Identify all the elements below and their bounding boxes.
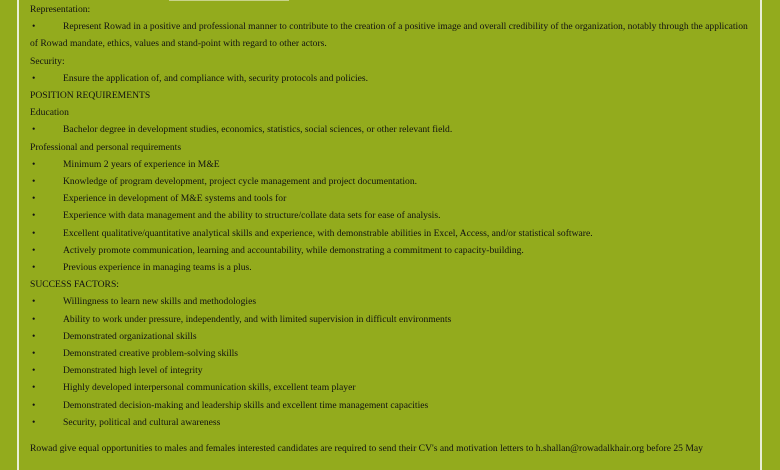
bullet-marker: • [32, 158, 36, 170]
bullet-text: Minimum 2 years of experience in M&E [63, 158, 220, 170]
bullet-item [30, 414, 755, 431]
bullet-marker: • [32, 365, 36, 377]
bullet-item [30, 362, 755, 379]
bullet-marker: • [32, 313, 36, 325]
bullet-text: Ability to work under pressure, independently, and with limited supervision in difficult environments [63, 313, 452, 325]
bullet-text: Demonstrated organizational skills [63, 330, 197, 342]
bullet-text: Excellent qualitative/quantitative analytical skills and experience, with demonstrable abilities in Excel, Access, and/or statistical software. [63, 227, 593, 239]
bullet-text: Demonstrated creative problem-solving skills [63, 348, 239, 360]
bullet-marker: • [32, 176, 36, 188]
bullet-marker: • [32, 21, 36, 33]
bullet-text: Represent Rowad in a positive and professional manner to contribute to the creation of a positive image and overall credibility of the organization, notably through the application of Rowad mandate, ethics, values and stand-point with regard to other actors. [30, 21, 748, 50]
bullet-item [30, 70, 755, 87]
section-heading: Education [30, 107, 69, 119]
bullet-item [30, 328, 755, 345]
bullet-text: Experience with data management and the ability to structure/collate data sets for ease of analysis. [63, 210, 441, 222]
bullet-item [30, 225, 755, 242]
bullet-marker: • [32, 124, 36, 136]
bullet-text: Ensure the application of, and compliance with, security protocols and policies. [63, 72, 369, 84]
bullet-item [30, 293, 755, 310]
bullet-item [30, 207, 755, 224]
section-heading: POSITION REQUIREMENTS [30, 90, 151, 102]
section-heading: Professional and personal requirements [30, 141, 182, 153]
bullet-text: Security, political and cultural awareness [63, 416, 221, 428]
bullet-marker: • [32, 399, 36, 411]
bullet-item [30, 311, 755, 328]
bullet-item [30, 259, 755, 276]
bullet-item [30, 121, 755, 138]
bullet-item [30, 18, 755, 52]
bullet-item [30, 379, 755, 396]
bullet-marker: • [32, 210, 36, 222]
bullet-marker: • [32, 296, 36, 308]
bullet-text: Bachelor degree in development studies, economics, statistics, social sciences, or other relevant field. [63, 124, 453, 136]
bullet-marker: • [32, 72, 36, 84]
bullet-text: Knowledge of program development, project cycle management and project documentation. [63, 176, 418, 188]
bullet-marker: • [32, 416, 36, 428]
section-heading: Representation: [30, 4, 91, 15]
bullet-item [30, 156, 755, 173]
section-heading: Security: [30, 55, 65, 67]
closing-text: Rowad give equal opportunities to males and females interested candidates are required to send their CV's and motivation letters to h.shallan@rowadalkhair.org before 25 May [30, 443, 703, 455]
section-heading: SUCCESS FACTORS: [30, 279, 119, 291]
bullet-item [30, 397, 755, 414]
spacer [30, 431, 755, 440]
bullet-marker: • [32, 227, 36, 239]
bullet-text: Actively promote communication, learning and accountability, while demonstrating a commitment to capacity-building. [63, 244, 524, 256]
bullet-text: Previous experience in managing teams is a plus. [63, 262, 252, 274]
document-frame [17, 0, 762, 470]
bullet-marker: • [32, 193, 36, 205]
bullet-marker: • [32, 348, 36, 360]
bullet-item [30, 345, 755, 362]
bullet-text: Experience in development of M&E systems and tools for [63, 193, 287, 205]
bullet-marker: • [32, 330, 36, 342]
bullet-marker: • [32, 382, 36, 394]
bullet-text: Demonstrated decision-making and leadership skills and excellent time management capacities [63, 399, 429, 411]
job-description-document [30, 0, 755, 457]
bullet-item [30, 242, 755, 259]
bullet-text: Highly developed interpersonal communication skills, excellent team player [63, 382, 356, 394]
bullet-text: Willingness to learn new skills and methodologies [63, 296, 257, 308]
bullet-item [30, 190, 755, 207]
bullet-text: Demonstrated high level of integrity [63, 365, 203, 377]
bullet-item [30, 173, 755, 190]
bullet-marker: • [32, 244, 36, 256]
bullet-marker: • [32, 262, 36, 274]
